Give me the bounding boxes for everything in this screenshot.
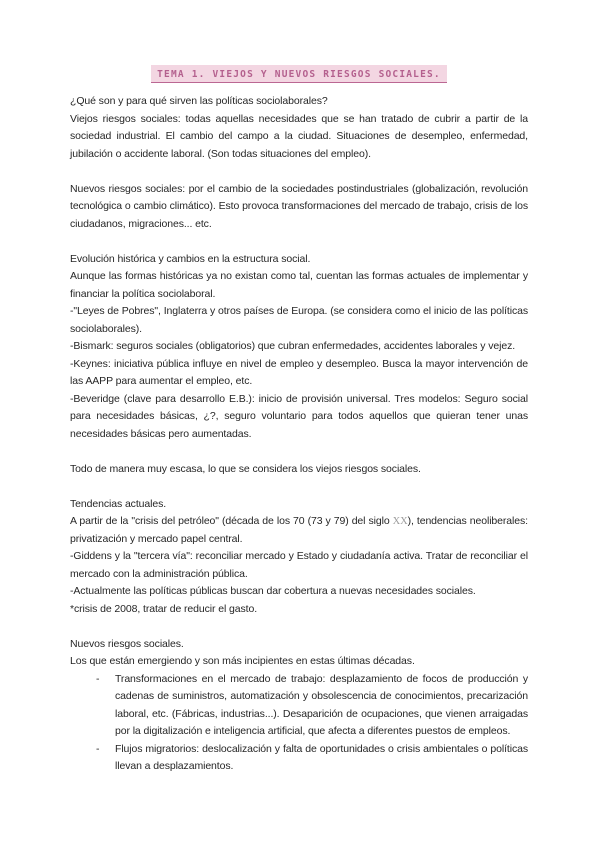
paragraph-keynes: -Keynes: iniciativa pública influye en nivel de empleo y desempleo. Busca la mayor intervención de las AAPP para aumentar el empleo, etc. bbox=[70, 357, 528, 387]
paragraph-nuevos-intro: Los que están emergiendo y son más incipientes en estas últimas décadas. bbox=[70, 655, 415, 667]
paragraph-evolucion-cierre: Todo de manera muy escasa, lo que se considera los viejos riesgos sociales. bbox=[70, 462, 421, 475]
heading-nuevos-riesgos: Nuevos riesgos sociales. bbox=[70, 637, 184, 650]
intro-question: ¿Qué son y para qué sirven las políticas sociolaborales? bbox=[70, 95, 328, 107]
paragraph-viejos-riesgos: Viejos riesgos sociales: todas aquellas necesidades que se han tratado de cubrir a partir de la sociedad industrial. El cambio del campo a la ciudad. Situaciones de desempleo, enfermedad, jubilación o accidente laboral. (Son todas situaciones del empleo). bbox=[70, 112, 528, 160]
paragraph-actualmente: -Actualmente las políticas públicas buscan dar cobertura a nuevas necesidades sociales. bbox=[70, 585, 476, 597]
title-row bbox=[70, 64, 528, 83]
paragraph-leyes-de-pobres: -"Leyes de Pobres", Inglaterra y otros países de Europa. (se considera como el inicio de las políticas sociolaborales). bbox=[70, 305, 528, 335]
siglo-xx-text: XX bbox=[392, 516, 408, 527]
paragraph-bismark: -Bismark: seguros sociales (obligatorios) que cubran enfermedades, accidentes laborales y vejez. bbox=[70, 340, 516, 352]
bullet-dash-icon: - bbox=[96, 672, 100, 685]
paragraph-crisis-petroleo-pre: A partir de la "crisis del petróleo" (década de los 70 (73 y 79) del siglo bbox=[70, 515, 393, 527]
paragraph-crisis-petroleo bbox=[70, 513, 528, 548]
bullet-dash-icon: - bbox=[96, 742, 100, 755]
paragraph-beveridge: -Beveridge (clave para desarrollo E.B.): inicio de provisión universal. Tres modelos: Seguro social para necesidades básicas, ¿?, seguro voluntario para todos aquellos que quieran tener unas necesidades básicas pero aumentadas. bbox=[70, 392, 528, 440]
paragraph-crisis-petroleo-post: ), tendencias neoliberales: privatización y mercado papel central. bbox=[70, 515, 528, 545]
nuevos-riesgos-list bbox=[70, 671, 528, 776]
paragraph-crisis-2008: *crisis de 2008, tratar de reducir el gasto. bbox=[70, 602, 258, 615]
page-title: TEMA 1. VIEJOS Y NUEVOS RIESGOS SOCIALES. bbox=[151, 65, 447, 83]
paragraph-giddens: -Giddens y la "tercera vía": reconciliar mercado y Estado y ciudadanía activa. Tratar de reconciliar el mercado con la administración pública. bbox=[70, 550, 528, 580]
list-item-transformaciones bbox=[70, 671, 528, 741]
list-item-flujos-migratorios bbox=[70, 741, 528, 776]
heading-tendencias-actuales: Tendencias actuales. bbox=[70, 497, 167, 510]
heading-evolucion-historica: Evolución histórica y cambios en la estructura social. bbox=[70, 252, 311, 265]
paragraph-nuevos-riesgos-definicion: Nuevos riesgos sociales: por el cambio de la sociedades postindustriales (globalización, revolución tecnológica o cambio climático). Esto provoca transformaciones del mercado de trabajo, crisis de los ciudadanos, migraciones... etc. bbox=[70, 182, 528, 230]
paragraph-evolucion-intro: Aunque las formas históricas ya no existan como tal, cuentan las formas actuales de implementar y financiar la política sociolaboral. bbox=[70, 270, 528, 300]
list-item-transformaciones-text: Transformaciones en el mercado de trabajo: desplazamiento de focos de producción y cadenas de suministros, automatización y obsolescencia de conocimientos, precarización laboral, etc. (Fábricas, industrias...). Desaparición de ocupaciones, que vienen arraigadas por la digitalización e inteligencia artificial, que afecta a diferentes puestos de empleos. bbox=[115, 672, 528, 737]
list-item-flujos-migratorios-text: Flujos migratorios: deslocalización y falta de oportunidades o crisis ambientales o políticas llevan a desplazamientos. bbox=[115, 742, 528, 772]
